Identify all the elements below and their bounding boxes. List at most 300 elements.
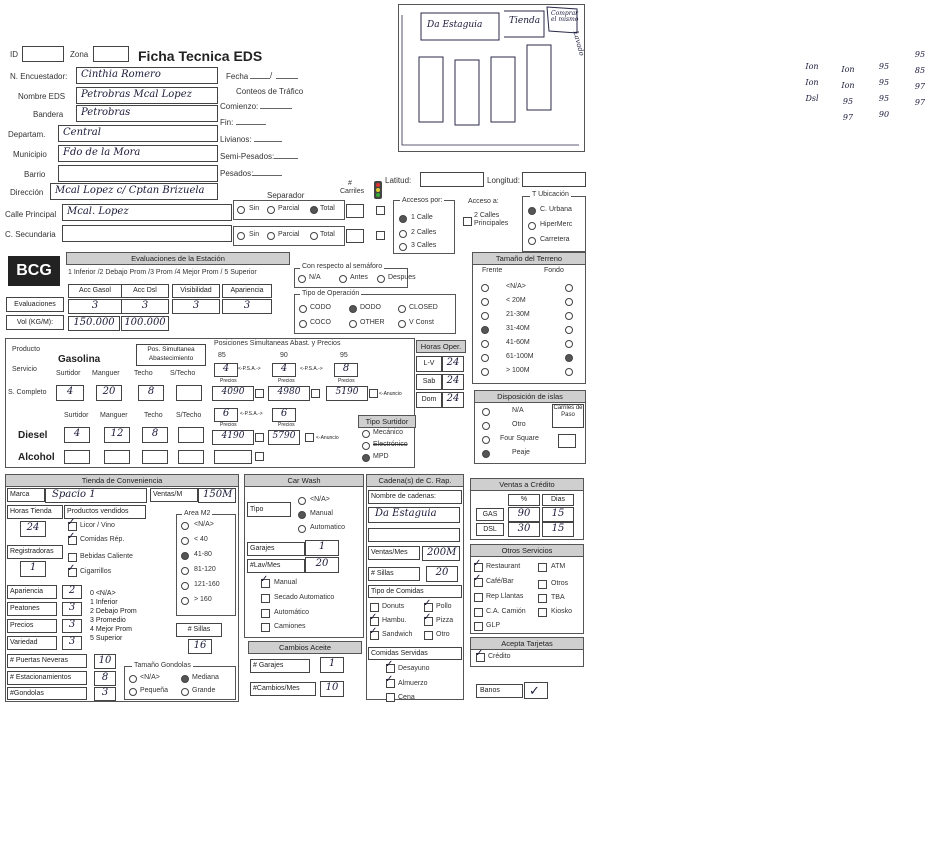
- precios-field[interactable]: [62, 619, 82, 633]
- alc-manguer-field[interactable]: [104, 450, 130, 464]
- sketch-label-4: Lavado: [571, 29, 586, 57]
- cw-camiones-check[interactable]: [261, 623, 270, 632]
- sep2-sin-label: Sin: [249, 231, 260, 238]
- otros-glp-check[interactable]: [474, 622, 483, 631]
- peatones-field[interactable]: [62, 602, 82, 616]
- barrio-label: Barrio: [24, 170, 46, 179]
- sep2-sin-radio[interactable]: [237, 232, 245, 240]
- gas-col-techo: Techo: [134, 370, 153, 377]
- cadena-servidas-label: Comidas Servidas: [368, 647, 462, 660]
- accesos-2-radio[interactable]: [399, 230, 407, 238]
- gond-na-radio[interactable]: [129, 675, 137, 683]
- semi-line[interactable]: [274, 158, 298, 159]
- fondo-radio[interactable]: [565, 368, 573, 376]
- vol-field-1[interactable]: [68, 316, 120, 331]
- prod-comidas-tick: ✓: [67, 531, 76, 542]
- carriles-field-2[interactable]: [346, 229, 364, 243]
- dsl-pos-2-field[interactable]: [272, 408, 296, 422]
- otros-cafe-label: Café/Bar: [486, 578, 514, 585]
- neveras-value: 10: [98, 655, 112, 666]
- credito-dsl-label: DSL: [476, 523, 504, 536]
- otros-glp-label: GLP: [486, 622, 501, 629]
- dsl-precios-1: Precios: [220, 422, 237, 428]
- pos-simult-label: Pos. Simultanea Abastecimiento: [136, 344, 206, 366]
- gondolas-label: #Gondolas: [7, 687, 87, 700]
- gond-grande-radio[interactable]: [181, 688, 189, 696]
- frente-radio[interactable]: [481, 284, 489, 292]
- acceso-a-check[interactable]: [463, 217, 472, 226]
- gas-precio-85-field[interactable]: [212, 386, 254, 401]
- cw-auto-label: Automatico: [310, 524, 346, 531]
- area-radio[interactable]: [181, 567, 189, 575]
- dsl-pos-1-field[interactable]: [214, 408, 238, 422]
- alc-precio-field[interactable]: [214, 450, 252, 464]
- cadena-tipo-label: Tipo de Comidas: [368, 585, 462, 598]
- sem-na-radio[interactable]: [298, 275, 306, 283]
- op-closed-radio[interactable]: [398, 305, 406, 313]
- eval-acc-dsl-field[interactable]: [121, 299, 169, 314]
- bcg-logo: BCG: [8, 256, 60, 286]
- prod-cigarrillos-label: Cigarrillos: [80, 568, 112, 575]
- carriles-field-1[interactable]: [346, 204, 364, 218]
- cw-tipo-label: Tipo: [247, 502, 291, 517]
- cadena-nombre-label: Nombre de cadenas:: [368, 490, 462, 504]
- dsl-surtidor-value: 4: [73, 428, 81, 439]
- islas-na-label: N/A: [512, 407, 524, 414]
- encuestador-field[interactable]: [76, 67, 218, 84]
- sep1-parcial-radio[interactable]: [267, 206, 275, 214]
- op-other-label: OTHER: [360, 319, 385, 326]
- frente-radio[interactable]: [481, 326, 489, 334]
- otros-atm-label: ATM: [551, 563, 566, 570]
- area-radio[interactable]: [181, 597, 189, 605]
- cw-secado-check[interactable]: [261, 594, 270, 603]
- gas-precio-90-value: 4980: [277, 387, 301, 397]
- estacionamientos-field[interactable]: [94, 671, 116, 686]
- dsl-anuncio-2-check[interactable]: [305, 433, 314, 442]
- credito-pct-label: %: [508, 494, 540, 506]
- diesel-label: Diesel: [18, 430, 48, 441]
- dsl-techo-field[interactable]: [142, 427, 168, 443]
- apariencia-field[interactable]: [62, 585, 82, 599]
- cw-lav-field[interactable]: [305, 557, 339, 573]
- precios-label: Precios: [7, 619, 57, 633]
- horas-dom-field[interactable]: [442, 392, 464, 408]
- gas-anuncio-95-check[interactable]: [369, 389, 378, 398]
- dsl-surtidor-field[interactable]: [64, 427, 90, 443]
- marca-label: Marca: [7, 488, 45, 502]
- surt-mpd-radio[interactable]: [362, 454, 370, 462]
- cw-automatico-label: Automático: [274, 609, 310, 616]
- frente-radio[interactable]: [481, 340, 489, 348]
- cw-manual-check-label: Manual: [274, 579, 297, 586]
- sep2-total-radio[interactable]: [310, 232, 318, 240]
- surt-mecanico-radio[interactable]: [362, 430, 370, 438]
- otros-tba-check[interactable]: [538, 594, 547, 603]
- surt-mecanico-label: Mecánico: [373, 429, 403, 436]
- gas-anuncio-85-check[interactable]: [255, 389, 264, 398]
- variedad-field[interactable]: [62, 636, 82, 650]
- gas-stecho-field[interactable]: [176, 385, 202, 401]
- direccion-value: Mcal Lopez c/ Cptan Brizuela: [55, 185, 205, 196]
- area-radio[interactable]: [181, 537, 189, 545]
- eval-col-acc-gasol: Acc Gasol: [68, 284, 122, 298]
- gas-precios-3: Precios: [338, 378, 355, 384]
- gas-pos-90-field[interactable]: [272, 363, 296, 377]
- sketch-pump-label: Ion: [805, 62, 819, 71]
- carriles-paso-field[interactable]: [558, 434, 576, 448]
- pesados-label: Pesados:: [220, 169, 254, 178]
- otros-llantas-check[interactable]: [474, 593, 483, 602]
- credito-gas-dias-field[interactable]: [542, 507, 574, 522]
- direccion-label: Dirección: [10, 188, 44, 197]
- servida-cena-check[interactable]: [386, 693, 395, 702]
- sem-despues-radio[interactable]: [377, 275, 385, 283]
- gas-psa-1: <-P.S.A.->: [238, 366, 261, 372]
- tienda-sillas-field[interactable]: [188, 639, 212, 654]
- eval-col-acc-dsl: Acc Dsl: [121, 284, 169, 298]
- area-option-label: 121-160: [194, 581, 220, 588]
- ventas-m-label: Ventas/M: [150, 488, 198, 502]
- zona-field[interactable]: [93, 46, 129, 62]
- fondo-radio[interactable]: [565, 326, 573, 334]
- nombre-eds-field[interactable]: [76, 87, 218, 104]
- alc-surtidor-field[interactable]: [64, 450, 90, 464]
- sketch-pump-label: Ion: [841, 65, 855, 74]
- tipo-operacion-group: [294, 294, 456, 334]
- tipo-donuts-check[interactable]: [370, 603, 379, 612]
- servida-cena-label: Cena: [398, 694, 415, 701]
- sem-na-label: N/A: [309, 274, 321, 281]
- page-title: Ficha Tecnica EDS: [138, 48, 263, 64]
- fondo-radio[interactable]: [565, 284, 573, 292]
- cambios-field[interactable]: [320, 681, 344, 697]
- gas-manguer-field[interactable]: [96, 385, 122, 401]
- otros-kiosko-label: Kiosko: [551, 608, 573, 615]
- fondo-label: Fondo: [544, 267, 564, 274]
- calle-principal-value: Mcal. Lopez: [67, 206, 129, 217]
- frente-radio[interactable]: [481, 368, 489, 376]
- eval-acc-gasol-field[interactable]: [68, 299, 122, 314]
- cw-automatico-check[interactable]: [261, 609, 270, 618]
- cadena-header: Cadena(s) de C. Rap.: [366, 474, 464, 487]
- conteos-label: Conteos de Tráfico: [236, 87, 304, 96]
- aceite-garajes-field[interactable]: [320, 657, 344, 673]
- comienzo-line[interactable]: [260, 108, 292, 109]
- alcohol-label: Alcohol: [18, 452, 55, 463]
- sep1-total-radio[interactable]: [310, 206, 318, 214]
- cadena-ventas-value: 200M: [427, 547, 457, 558]
- gas-precio-90-field[interactable]: [268, 386, 310, 401]
- op-coco-radio[interactable]: [299, 320, 307, 328]
- dsl-manguer-value: 12: [110, 428, 124, 439]
- cadena-sillas-field[interactable]: [426, 566, 458, 582]
- dsl-manguer-field[interactable]: [104, 427, 130, 443]
- scale-line: 0 <N/A>: [90, 590, 116, 597]
- horas-sab-label: Sab: [416, 374, 442, 390]
- dsl-precios-2: Precios: [278, 422, 295, 428]
- op-dodo-radio[interactable]: [349, 305, 357, 313]
- variedad-value: 3: [68, 636, 76, 647]
- horas-lv-field[interactable]: [442, 356, 464, 372]
- productos-label: Productos vendidos: [64, 505, 146, 519]
- gond-mediana-label: Mediana: [192, 674, 219, 681]
- gas-manguer-value: 20: [102, 386, 116, 397]
- surt-mpd-label: MPD: [373, 453, 389, 460]
- eval-apariencia-value: 3: [243, 300, 251, 311]
- tienda-header: Tienda de Conveniencia: [5, 474, 239, 487]
- tipo-sandwich-tick: ✓: [369, 626, 378, 637]
- otros-camion-check[interactable]: [474, 608, 483, 617]
- gond-pequena-radio[interactable]: [129, 688, 137, 696]
- terreno-option-label: 41-60M: [506, 339, 530, 346]
- horas-dom-value: 24: [446, 393, 460, 404]
- sketch-pump-label: Ion: [841, 81, 855, 90]
- credito-gas-pct-field[interactable]: [508, 507, 540, 522]
- frente-radio[interactable]: [481, 312, 489, 320]
- cw-manual-radio[interactable]: [298, 511, 306, 519]
- credito-dias-label: Dias: [542, 494, 574, 506]
- otros-header: Otros Servicios: [470, 544, 584, 557]
- cadena-nombre-field[interactable]: [368, 507, 460, 523]
- vol-value-1: 150.000: [73, 317, 115, 328]
- dsl-precio-2-field[interactable]: [268, 430, 300, 445]
- dsl-precio-1-field[interactable]: [212, 430, 254, 445]
- cw-auto-radio[interactable]: [298, 525, 306, 533]
- area-radio[interactable]: [181, 522, 189, 530]
- departam-field[interactable]: [58, 125, 218, 142]
- gas-surtidor-field[interactable]: [56, 385, 84, 401]
- evaluaciones-scale: 1 Inferior /2 Debajo Prom /3 Prom /4 Mejor Prom / 5 Superior: [68, 269, 257, 276]
- sem-antes-radio[interactable]: [339, 275, 347, 283]
- sep2-parcial-radio[interactable]: [267, 232, 275, 240]
- credito-dsl-dias-field[interactable]: [542, 522, 574, 537]
- fecha-line-1: [250, 78, 270, 79]
- calle-principal-label: Calle Principal: [5, 210, 57, 219]
- cw-garajes-value: 1: [318, 541, 326, 552]
- otros-kiosko-check[interactable]: [538, 608, 547, 617]
- zona-label: Zona: [70, 50, 89, 59]
- marca-field[interactable]: [45, 488, 147, 503]
- peatones-label: Peatones: [7, 602, 57, 616]
- otros-camion-label: C.A. Camión: [486, 608, 526, 615]
- sketch-pump-label: 95: [878, 62, 890, 71]
- barrio-field[interactable]: [58, 165, 218, 182]
- terreno-header: Tamaño del Terreno: [472, 252, 586, 265]
- gas-anuncio-90-check[interactable]: [311, 389, 320, 398]
- eval-col-visibilidad: Visibilidad: [172, 284, 220, 298]
- cadena-nombre-value: Da Estaguia: [375, 508, 437, 519]
- op-vconst-label: V Const: [409, 319, 434, 326]
- islas-na-radio[interactable]: [482, 408, 490, 416]
- credito-gas-label: GAS: [476, 508, 504, 521]
- credito-header: Ventas a Crédito: [470, 478, 584, 491]
- prod-licor-label: Licor / Vino: [80, 522, 115, 529]
- departam-label: Departam.: [8, 130, 46, 139]
- surt-electronico-radio[interactable]: [362, 442, 370, 450]
- eval-apariencia-field[interactable]: [222, 299, 272, 314]
- op-closed-label: CLOSED: [409, 304, 438, 311]
- alc-stecho-field[interactable]: [178, 450, 204, 464]
- nombre-eds-label: Nombre EDS: [18, 92, 66, 101]
- accesos-1-radio[interactable]: [399, 215, 407, 223]
- tienda-sillas-value: 16: [193, 640, 207, 651]
- op-other-radio[interactable]: [349, 320, 357, 328]
- frente-radio[interactable]: [481, 354, 489, 362]
- vol-label: Vol (KG/M):: [6, 315, 64, 330]
- fin-line[interactable]: [236, 124, 266, 125]
- traffic-light-icon: [372, 181, 384, 201]
- calle-secundaria-field[interactable]: [62, 225, 232, 242]
- pos-abast-label: Posiciones Simultaneas Abast. y Precios: [214, 340, 341, 347]
- gas-precio-95-field[interactable]: [326, 386, 368, 401]
- prod-bebidas-check[interactable]: [68, 553, 77, 562]
- estacionamientos-value: 8: [101, 672, 109, 683]
- cadena-nombre-field-2[interactable]: [368, 528, 460, 542]
- gas-col-manguer: Manguer: [92, 370, 120, 377]
- livianos-line[interactable]: [254, 141, 282, 142]
- tipo-pizza-label: Pizza: [436, 617, 454, 624]
- islas-peaje-radio[interactable]: [482, 450, 490, 458]
- latitud-field[interactable]: [420, 172, 484, 187]
- area-radio[interactable]: [181, 552, 189, 560]
- departam-value: Central: [63, 127, 101, 138]
- ventas-m-field[interactable]: [198, 488, 236, 503]
- separador-label: Separador: [267, 191, 305, 200]
- cw-garajes-field[interactable]: [305, 540, 339, 556]
- gas-precio-85-value: 4090: [221, 387, 245, 397]
- municipio-field[interactable]: [58, 145, 218, 162]
- direccion-field[interactable]: [50, 183, 218, 200]
- variedad-label: Variedad: [7, 636, 57, 650]
- gas-pos-85-field[interactable]: [214, 363, 238, 377]
- ubic-carretera-radio[interactable]: [528, 237, 536, 245]
- tipo-otro-check[interactable]: [424, 631, 433, 640]
- fondo-radio[interactable]: [565, 298, 573, 306]
- dsl-precio-2-value: 5790: [272, 431, 296, 441]
- scale-line: 1 Inferior: [90, 599, 118, 606]
- op-vconst-radio[interactable]: [398, 320, 406, 328]
- area-radio[interactable]: [181, 582, 189, 590]
- ubicacion-label: T Ubicación: [532, 191, 569, 198]
- fondo-radio[interactable]: [565, 354, 573, 362]
- eval-acc-dsl-value: 3: [141, 300, 149, 311]
- octane-90: 90: [280, 352, 288, 359]
- banos-field[interactable]: [524, 682, 548, 699]
- sep1-sin-radio[interactable]: [237, 206, 245, 214]
- longitud-field[interactable]: [522, 172, 586, 187]
- frente-radio[interactable]: [481, 298, 489, 306]
- registradoras-field[interactable]: [20, 561, 46, 577]
- servida-desayuno-label: Desayuno: [398, 665, 430, 672]
- dsl-anuncio-1-check[interactable]: [255, 433, 264, 442]
- cw-na-radio[interactable]: [298, 497, 306, 505]
- cw-camiones-label: Camiones: [274, 623, 306, 630]
- dsl-stecho-field[interactable]: [178, 427, 204, 443]
- peatones-value: 3: [68, 602, 76, 613]
- gas-precios-1: Precios: [220, 378, 237, 384]
- neveras-field[interactable]: [94, 654, 116, 669]
- nombre-eds-value: Petrobras Mcal Lopez: [81, 89, 192, 100]
- dsl-techo-value: 8: [151, 428, 159, 439]
- tam-gondolas-group: [124, 666, 236, 700]
- ubic-hiper-label: HiperMerc: [540, 221, 573, 228]
- accesos-3-radio[interactable]: [399, 243, 407, 251]
- terreno-option-label: 21-30M: [506, 311, 530, 318]
- credito-dsl-pct-field[interactable]: [508, 522, 540, 537]
- sketch-pump-label: Ion: [805, 78, 819, 87]
- id-field[interactable]: [22, 46, 64, 62]
- otros-otros-check[interactable]: [538, 580, 547, 589]
- sketch-pump-label: 95: [878, 78, 890, 87]
- dsl-col-surtidor: Surtidor: [64, 412, 89, 419]
- pesados-line[interactable]: [252, 175, 282, 176]
- horas-tienda-value: 24: [26, 522, 40, 533]
- acceso-a-value: 2 Calles Principales: [474, 212, 509, 227]
- terreno-option-label: 61-100M: [506, 353, 534, 360]
- horas-tienda-field[interactable]: [20, 521, 46, 537]
- cw-manual-tick: ✓: [260, 574, 269, 585]
- gondolas-field[interactable]: [94, 687, 116, 701]
- tipo-surtidor-header: Tipo Surtidor: [358, 415, 416, 428]
- fondo-radio[interactable]: [565, 312, 573, 320]
- carril-check-2[interactable]: [376, 231, 385, 240]
- sketch-label-3: Comprar el mismo: [551, 10, 579, 23]
- carril-check-1[interactable]: [376, 206, 385, 215]
- cw-lav-value: 20: [315, 558, 329, 569]
- otros-atm-check[interactable]: [538, 563, 547, 572]
- alc-anuncio-check[interactable]: [255, 452, 264, 461]
- ubic-hiper-radio[interactable]: [528, 222, 536, 230]
- carwash-header: Car Wash: [244, 474, 364, 487]
- islas-four-radio[interactable]: [482, 436, 490, 444]
- gas-techo-field[interactable]: [138, 385, 164, 401]
- alc-techo-field[interactable]: [142, 450, 168, 464]
- eval-visibilidad-field[interactable]: [172, 299, 220, 314]
- carriles-label: # Carriles: [340, 180, 365, 195]
- marca-value: Spacio 1: [52, 489, 96, 500]
- dsl-pos-2-value: 6: [280, 408, 288, 419]
- accesos-por-label: Accesos por:: [402, 197, 443, 204]
- ubic-urbana-radio[interactable]: [528, 207, 536, 215]
- cadena-sillas-value: 20: [435, 567, 449, 578]
- terreno-option-label: > 100M: [506, 367, 530, 374]
- fondo-radio[interactable]: [565, 340, 573, 348]
- bandera-field[interactable]: [76, 105, 218, 122]
- apariencia-label: Apariencia: [7, 585, 57, 599]
- op-codo-radio[interactable]: [299, 305, 307, 313]
- area-option-label: 81-120: [194, 566, 216, 573]
- banos-label: Banos: [476, 684, 523, 698]
- cambios-label: #Cambios/Mes: [250, 682, 316, 696]
- gond-mediana-radio[interactable]: [181, 675, 189, 683]
- gas-pos-95-field[interactable]: [334, 363, 358, 377]
- apariencia-value: 2: [68, 585, 76, 596]
- islas-otro-radio[interactable]: [482, 422, 490, 430]
- terreno-option-label: < 20M: [506, 297, 526, 304]
- horas-sab-value: 24: [446, 375, 460, 386]
- cadena-ventas-field[interactable]: [422, 546, 460, 561]
- calle-principal-field[interactable]: [62, 204, 232, 221]
- horas-oper-header: Horas Oper.: [416, 340, 466, 353]
- latitud-label: Latitud:: [385, 176, 412, 185]
- semi-label: Semi-Pesados:: [220, 152, 275, 161]
- cw-manual-label: Manual: [310, 510, 333, 517]
- horas-sab-field[interactable]: [442, 374, 464, 390]
- vol-field-2[interactable]: [121, 316, 169, 331]
- servicio-label: Servicio: [12, 366, 37, 373]
- dsl-col-stecho: S/Techo: [176, 412, 202, 419]
